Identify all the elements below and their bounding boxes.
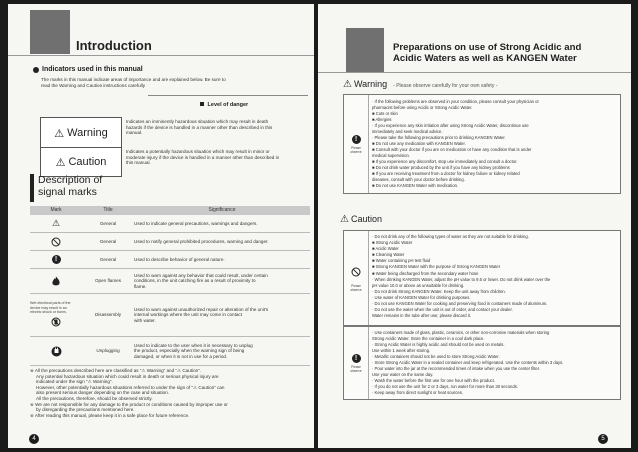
- warning-description: [126, 119, 312, 136]
- caution-box-line: ■ Strong Acidic Water: [372, 240, 413, 246]
- table-row: [30, 251, 310, 269]
- warning-box-mark: [344, 95, 369, 193]
- row-title: General: [99, 238, 117, 244]
- title-rule: [318, 72, 631, 73]
- row-text-line: flame.: [134, 283, 147, 289]
- table-header: Title: [103, 207, 113, 213]
- intro-text: [41, 77, 309, 88]
- warning-box-line: · If you experience any skin irritation after using Strong Acidic Water, discontinue use: [372, 123, 529, 128]
- warning-subtitle: - Please observe carefully for your own safety -: [393, 83, 498, 89]
- caution-box-line: · Keep away from direct sunlight or heat sources.: [372, 390, 464, 395]
- warning-box-line: ■ If you experience any discomfort, stop use immediately and consult a doctor.: [372, 159, 518, 164]
- footnote-line: However, other potentially hazardous situations referred to under the sign of “⚠ Caution” can: [36, 384, 225, 390]
- title-line: Acidic Waters as well as KANGEN Water: [393, 53, 577, 64]
- caution-box-line: Water remains in the tube after use; please discard it.: [372, 313, 471, 319]
- warning-box-line: ■ Allergies: [372, 117, 392, 122]
- row-text: [134, 337, 310, 365]
- row-text-line: conditions, in the unit catching fire as a result of proximity to: [134, 278, 256, 284]
- warning-box-text: [372, 99, 616, 189]
- prohibited-icon: [30, 233, 82, 250]
- warning-box-line: ■ Do not drink water produced by the unit if you have any kidney problems: [372, 165, 510, 170]
- table-row: [30, 233, 310, 251]
- footnote-line: ※ After reading this manual, please keep it in a safe place for future reference.: [30, 412, 190, 418]
- decorative-square: [346, 28, 384, 72]
- square-bullet-icon: [200, 102, 204, 106]
- caution-box-line: ■ Water being discharged from the secondary water hose: [372, 270, 479, 276]
- row-title: General: [99, 220, 117, 226]
- caution-box-2: [343, 326, 621, 400]
- table-row: [30, 215, 310, 233]
- row-text-line: with water.: [134, 317, 156, 323]
- indicators-heading: Indicators used in this manual: [42, 66, 143, 73]
- decorative-square: [30, 10, 70, 54]
- row-text-line: Used to warn against unauthorized repair or alteration of the unit's: [134, 306, 269, 312]
- row-text: [134, 251, 310, 268]
- warning-heading-row: [343, 79, 497, 90]
- intro-line: read the Warning and Caution instructions carefully: [41, 82, 146, 88]
- footnotes: [30, 368, 310, 418]
- warning-box-line: ■ Do not use any medication with KANGEN Water.: [372, 141, 466, 146]
- warning-box-line: · Please take the following precautions prior to drinking KANGEN Water.: [372, 135, 506, 140]
- row-title: General: [99, 256, 117, 262]
- warning-box-line: ■ Do not use KANGEN Water with medication.: [372, 183, 459, 188]
- caution-box-line: Use within 1 week after storing.: [372, 348, 431, 353]
- warning-triangle-icon: ⚠: [340, 214, 349, 225]
- caution-box-line: Use your water on the same day.: [372, 372, 434, 377]
- intro-line: The marks in this manual indicate areas of importance and are explained below. Be sure to: [41, 77, 226, 82]
- page-number: 4: [29, 434, 39, 444]
- row-text-line: Used to indicate general precautions, warnings and dangers.: [134, 220, 258, 226]
- caution-box-line: · Wash the water before the first use for one hour with the product.: [372, 378, 495, 383]
- title-rule: [8, 55, 314, 56]
- footnote-line: ※ We are not responsible for any damage to the product or conditions caused by improper use or: [30, 401, 228, 407]
- row-note-line: device may result in an: [30, 305, 67, 310]
- warning-box: [343, 94, 621, 194]
- caution-box-line: · Do not use the water when the unit is out of order, and contact your dealer.: [372, 307, 513, 313]
- description-heading: [38, 174, 102, 198]
- caution-box-line: · Pour water into the jar at the recommended times of intake when you use the center filter.: [372, 366, 541, 371]
- row-text: [134, 294, 310, 336]
- warning-triangle-icon: ⚠: [55, 156, 66, 169]
- unplug-icon: [30, 337, 82, 365]
- caution-box-line: ■ Water containing pH test fluid: [372, 258, 431, 264]
- description-heading-line: Description of: [38, 174, 103, 186]
- row-text-line: Used to notify general prohibited procedures, warning and danger.: [134, 238, 269, 244]
- warning-label-box: [40, 117, 122, 149]
- warning-box-line: · If the following problems are observed in your condition, please consult your physician or: [372, 99, 539, 104]
- table-row: [30, 337, 310, 366]
- warning-box-line: pharmacist before using Acidic or Strong Acidic Water.: [372, 105, 473, 110]
- row-text-line: damaged, or when it is not in use for a period.: [134, 353, 228, 359]
- warning-box-line: diseases, consult with your doctor before drinking.: [372, 177, 465, 182]
- bullet-dot-icon: [33, 67, 39, 73]
- exclamation-icon: !: [30, 251, 82, 268]
- row-text-line: internal workings where the unit may come in contact: [134, 312, 243, 318]
- caution-box-line: · If you do not use the unit for 2 or 3 days, run water for more than 30 seconds.: [372, 384, 518, 389]
- row-note-line: Wet electrical parts of the: [30, 301, 71, 306]
- caution-box-mark: [344, 231, 369, 325]
- mark-label: Please observe: [350, 284, 362, 292]
- row-text-line: Used to warn against any behavior that could result, under certain: [134, 272, 268, 278]
- row-text: [134, 215, 310, 232]
- warning-box-line: ■ Consult with your doctor if you are on medication or have any condition that is under: [372, 147, 532, 152]
- footnote-line: Any potential hazardous situation which could result in death or serious physical injury are: [36, 373, 219, 379]
- level-divider: [148, 95, 308, 102]
- mark-label: Please observe: [350, 145, 362, 154]
- caution-box-line: pH value 10.0 or above as unsuitable for drinking.: [372, 282, 465, 288]
- footnote-line: by disregarding the precautions mentioned here.: [36, 407, 135, 413]
- row-note-line: electric shock or burns.: [30, 310, 67, 314]
- caution-label-box: [40, 147, 122, 177]
- warning-triangle-icon: ⚠: [343, 79, 352, 90]
- caution-box-line: · Metallic containers should not be used to store Strong Acidic Water.: [372, 354, 500, 359]
- caution-box-line: ■ Strong KANGEN Water with the purpose of Strong KANGEN Water: [372, 264, 501, 270]
- caution-box-line: · Do not drink any of the following types of water as they are not suitable for drinking.: [372, 234, 529, 239]
- table-header: Significance: [208, 207, 236, 213]
- caution-box-line: · Store Strong Acidic Water in a sealed container and keep refrigerated. Use the contents within 3 days.: [372, 360, 564, 365]
- row-title: Disassembly: [94, 312, 122, 318]
- right-page: [318, 4, 631, 448]
- row-text: [134, 233, 310, 250]
- caution-box-line: · Use water of KANGEN Water for drinking purposes.: [372, 294, 471, 300]
- caution-line: this manual.: [126, 160, 151, 166]
- caution-description: [126, 149, 312, 166]
- caution-box-2-mark: [344, 327, 369, 399]
- level-heading: Level of danger: [207, 102, 249, 108]
- description-heading-line: signal marks: [38, 186, 97, 198]
- warning-box-line: ■ Cuts or skin: [372, 111, 398, 116]
- warning-triangle-icon: ⚠: [54, 127, 65, 140]
- caution-box-line: Strong Acidic Water. Store the container in a cool dark place.: [372, 336, 485, 341]
- caution-box-line: · When drinking KANGEN Water, adjust the pH value to 9.5 or lower. Do not drink water over the: [372, 276, 551, 282]
- caution-label: Caution: [68, 156, 107, 168]
- caution-line: moderate injury if the device is handled in a manner other than described in: [126, 154, 280, 160]
- level-heading-row: [200, 102, 248, 108]
- row-title: Open flames: [94, 278, 122, 284]
- indicators-heading-row: [33, 66, 143, 73]
- row-text: [134, 269, 310, 293]
- caution-box-line: ■ Cleaning Water: [372, 252, 405, 258]
- caution-box-text: [372, 234, 616, 319]
- footnote-line: indicated under the sign “⚠ Warning”.: [36, 379, 113, 385]
- page-title: [393, 42, 581, 64]
- warning-line: Indicates an imminently hazardous situation which may result in death: [126, 119, 269, 124]
- caution-box-line: · Do not drink Strong KANGEN Water. Keep the unit away from children.: [372, 288, 506, 294]
- prohibited-icon: [351, 264, 361, 282]
- caution-heading-row: [340, 214, 382, 225]
- warning-line: hazards if the device is handled in a manner other than described in this: [126, 124, 273, 130]
- left-page: [8, 4, 314, 448]
- warning-box-line: immediately and seek medical advice.: [372, 129, 443, 134]
- warning-line: manual.: [126, 130, 143, 136]
- warning-label: Warning: [353, 79, 388, 89]
- warning-box-line: medical supervision.: [372, 153, 410, 158]
- footnote-line: also present serious danger depending on the case and situation.: [36, 390, 170, 396]
- page-number: 5: [598, 434, 608, 444]
- caution-box-line: · Use containers made of glass, plastic, ceramics, or other non-corrosive materials when storing: [372, 330, 550, 335]
- caution-box-line: ■ Acidic Water: [372, 246, 399, 252]
- row-text-line: the product, especially when the warning sign of being: [134, 348, 245, 354]
- table-header: Mark: [50, 207, 62, 213]
- exclamation-icon: !: [352, 135, 361, 144]
- caution-box: [343, 230, 621, 326]
- warning-triangle-icon: ⚠: [51, 218, 61, 228]
- table-row: [30, 294, 310, 337]
- row-text-line: Used to indicate to the user when it is necessary to unplug: [134, 342, 253, 348]
- caution-box-line: · Do not use KANGEN Water for cooking and preserving food in containers made of aluminum.: [372, 301, 548, 307]
- warning-label: Warning: [67, 127, 108, 139]
- disassembly-icon: [51, 317, 61, 328]
- table-header-row: [30, 206, 310, 215]
- page-title: Introduction: [76, 38, 152, 53]
- caution-box-line: · Strong Acidic Water is highly acidic and should not be used on metals.: [372, 342, 505, 347]
- heading-bar: [30, 174, 34, 202]
- row-mark-note: [30, 294, 82, 336]
- row-text-line: Used to describe behavior of general nature.: [134, 256, 225, 262]
- footnote-line: All the precautions, therefore, should be observed strictly.: [36, 395, 153, 401]
- title-line: Preparations on use of Strong Acidic and: [393, 42, 582, 53]
- caution-label: Caution: [350, 214, 382, 224]
- mark-label: Please observe: [350, 364, 362, 373]
- row-title: Unplugging: [96, 348, 120, 354]
- table-row: [30, 269, 310, 294]
- exclamation-icon: !: [352, 354, 361, 363]
- warning-box-line: ■ If you are receiving treatment from a doctor for kidney failure or kidney related: [372, 171, 520, 176]
- caution-box-2-text: [372, 330, 616, 396]
- footnote-line: ※ All the precautions described here are classified as “⚠ Warning” and “⚠ Caution”.: [30, 368, 201, 373]
- signal-marks-table: [30, 206, 310, 366]
- caution-line: Indicates a potentially hazardous situation which may result in minor or: [126, 149, 270, 154]
- flame-icon: [30, 269, 82, 293]
